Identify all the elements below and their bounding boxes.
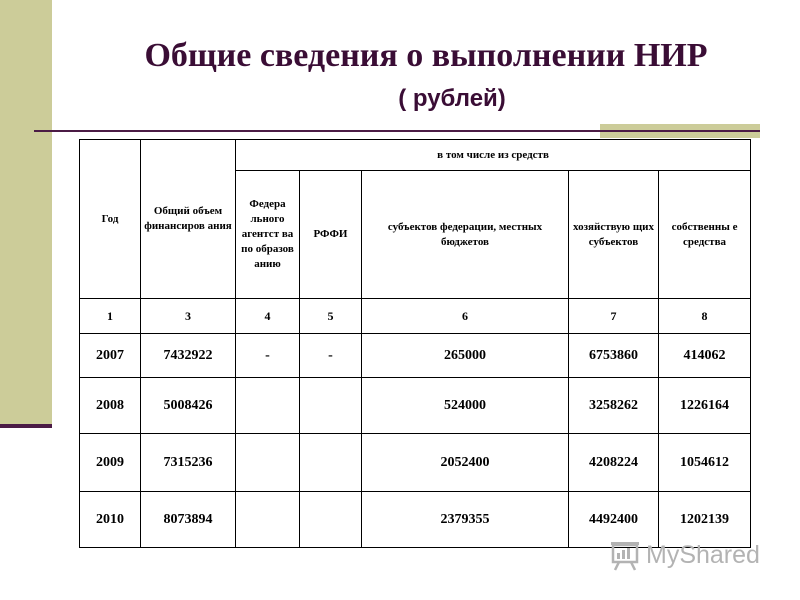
watermark-logo [608,538,760,572]
table-row [80,434,751,492]
left-accent-bar [0,0,52,428]
cell-total: 5008426 [141,378,236,434]
column-number: 5 [300,299,362,334]
header-group: в том числе из средств [236,140,751,171]
cell-own: 414062 [659,334,751,378]
slide-title: Общие сведения о выполнении НИР [144,37,708,74]
column-number: 1 [80,299,141,334]
cell-subjects: 265000 [362,334,569,378]
column-number: 3 [141,299,236,334]
presentation-board-icon [608,538,642,572]
table-row [80,378,751,434]
cell-rffi [300,378,362,434]
cell-federal [236,492,300,548]
cell-business: 3258262 [569,378,659,434]
column-number: 4 [236,299,300,334]
cell-business: 4208224 [569,434,659,492]
cell-own: 1202139 [659,492,751,548]
header-subjects: субъектов федерации, местных бюджетов [362,171,569,299]
cell-year: 2008 [80,378,141,434]
cell-federal [236,434,300,492]
header-federal: Федера льного агентст ва по образов анию [236,171,300,299]
cell-federal: - [236,334,300,378]
column-number: 6 [362,299,569,334]
cell-rffi: - [300,334,362,378]
cell-total: 7432922 [141,334,236,378]
table-row [80,334,751,378]
funding-table [79,139,751,548]
cell-federal [236,378,300,434]
cell-subjects: 2379355 [362,492,569,548]
cell-subjects: 524000 [362,378,569,434]
title-divider [34,130,760,132]
header-rffi: РФФИ [300,171,362,299]
header-row-1 [80,140,751,171]
cell-business: 6753860 [569,334,659,378]
cell-year: 2009 [80,434,141,492]
slide-subtitle: ( рублей) [398,85,506,112]
header-year: Год [80,140,141,299]
cell-business: 4492400 [569,492,659,548]
cell-year: 2007 [80,334,141,378]
cell-own: 1226164 [659,378,751,434]
column-number: 8 [659,299,751,334]
header-total: Общий объем финансиров ания [141,140,236,299]
cell-total: 7315236 [141,434,236,492]
cell-own: 1054612 [659,434,751,492]
header-own: собственны е средства [659,171,751,299]
watermark-text: MyShared [646,540,760,569]
column-number: 7 [569,299,659,334]
header-business: хозяйствую щих субъектов [569,171,659,299]
column-number-row [80,299,751,334]
cell-rffi [300,492,362,548]
cell-rffi [300,434,362,492]
left-accent-underline [0,424,52,428]
cell-subjects: 2052400 [362,434,569,492]
cell-year: 2010 [80,492,141,548]
cell-total: 8073894 [141,492,236,548]
